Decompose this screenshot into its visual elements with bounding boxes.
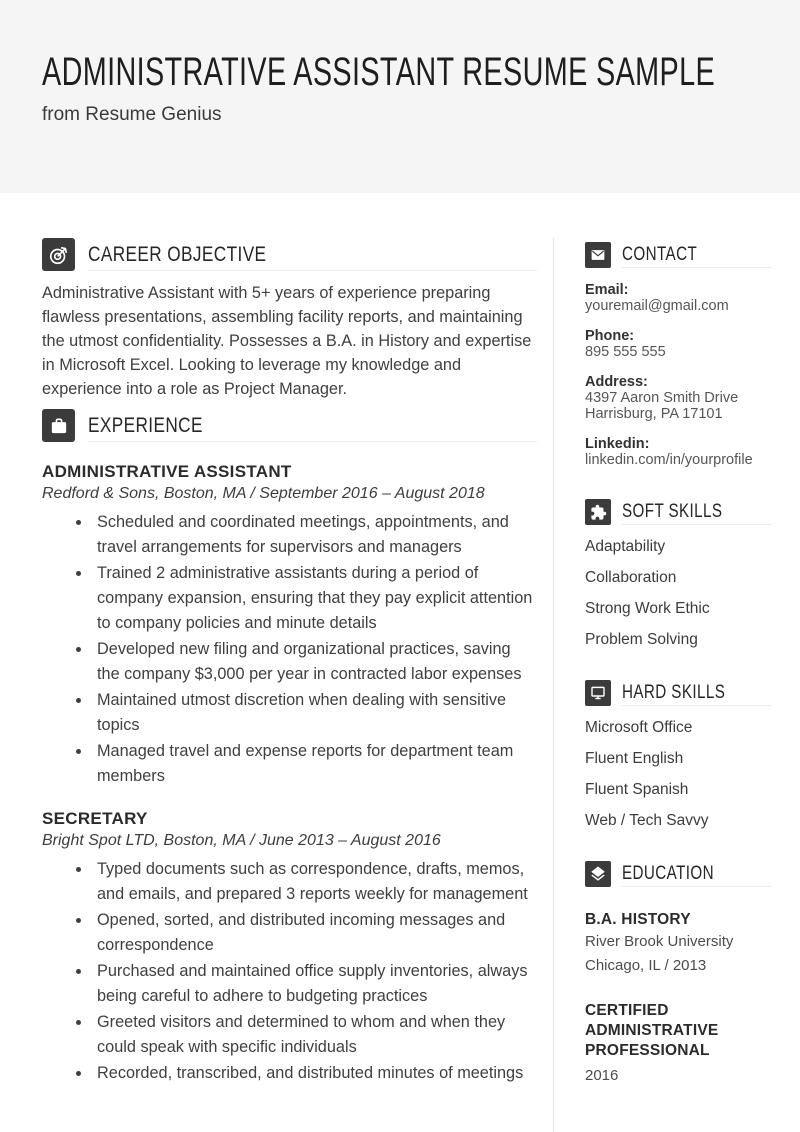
- monitor-icon: [585, 680, 611, 706]
- experience-job: [42, 462, 537, 789]
- contact-value: youremail@gmail.com: [585, 298, 729, 314]
- contact-label: Address:: [585, 374, 648, 390]
- education-title-underline: [622, 861, 772, 887]
- contact-item-email: [585, 282, 772, 314]
- job-company-dates: Bright Spot LTD, Boston, MA / June 2013 – August 2016: [42, 832, 441, 849]
- education-entry: [585, 1001, 772, 1088]
- certification-year: 2016: [585, 1067, 619, 1084]
- page-subtitle: from Resume Genius: [42, 104, 222, 125]
- page-header: [0, 0, 800, 193]
- job-bullet: • Managed travel and expense reports for department team members: [92, 739, 537, 789]
- contact-title: CONTACT: [622, 243, 698, 265]
- soft-skills-title-underline: [622, 499, 772, 525]
- experience-header: [42, 409, 537, 442]
- job-title: ADMINISTRATIVE ASSISTANT: [42, 462, 292, 481]
- skill-item: Problem Solving: [585, 631, 698, 648]
- contact-label: Phone:: [585, 328, 635, 344]
- contact-value: linkedin.com/in/yourprofile: [585, 452, 753, 468]
- job-bullet: • Developed new filing and organizational practices, saving the company $3,000 per year in contracted labor expenses: [92, 637, 537, 687]
- education-entry: [585, 910, 772, 978]
- soft-skills-header: [585, 499, 772, 525]
- resume-body: [0, 238, 800, 1132]
- sidebar-column: [553, 238, 800, 1132]
- puzzle-icon: [585, 499, 611, 525]
- job-bullet: • Purchased and maintained office supply inventories, always being careful to adhere to budgeting practices: [92, 959, 537, 1009]
- job-bullet: • Greeted visitors and determined to whom and when they could speak with specific individuals: [92, 1010, 537, 1060]
- soft-skills-title: SOFT SKILLS: [622, 500, 723, 522]
- career-objective-title: CAREER OBJECTIVE: [88, 241, 267, 266]
- job-bullet-list: [42, 510, 537, 789]
- contact-item-address: [585, 374, 772, 422]
- certification-title: CERTIFIED ADMINISTRATIVE PROFESSIONAL: [585, 1002, 719, 1059]
- career-objective-text: Administrative Assistant with 5+ years of experience preparing flawless presentations, assembling facility reports, and maintaining the utmost confidentiality. Possesses a B.A. in History and expertise in Microsoft Excel. Looking to leverage my knowledge and experience into a role as Project Manager.: [42, 284, 532, 398]
- career-objective-title-underline: [88, 238, 537, 271]
- briefcase-icon: [42, 409, 75, 442]
- skill-item: Strong Work Ethic: [585, 600, 710, 617]
- skill-item: Fluent Spanish: [585, 781, 689, 798]
- hard-skills-header: [585, 680, 772, 706]
- contact-item-phone: [585, 328, 772, 360]
- degree-school: River Brook University: [585, 933, 734, 950]
- hard-skills-list: [585, 718, 772, 830]
- experience-job: [42, 809, 537, 1086]
- hard-skills-title: HARD SKILLS: [622, 681, 726, 703]
- skill-item: Microsoft Office: [585, 719, 693, 736]
- contact-header: [585, 242, 772, 268]
- job-bullet: • Opened, sorted, and distributed incoming messages and correspondence: [92, 908, 537, 958]
- skill-item: Web / Tech Savvy: [585, 812, 709, 829]
- job-bullet-list: [42, 857, 537, 1086]
- hard-skills-title-underline: [622, 680, 772, 706]
- degree-title: B.A. HISTORY: [585, 911, 691, 928]
- skill-item: Adaptability: [585, 538, 666, 555]
- career-objective-header: [42, 238, 537, 271]
- soft-skills-list: [585, 537, 772, 649]
- education-title: EDUCATION: [622, 862, 714, 884]
- experience-title: EXPERIENCE: [88, 412, 203, 437]
- contact-item-linkedin: [585, 436, 772, 468]
- job-bullet: • Recorded, transcribed, and distributed minutes of meetings: [92, 1061, 537, 1086]
- envelope-icon: [585, 242, 611, 268]
- skill-item: Fluent English: [585, 750, 684, 767]
- degree-location-year: Chicago, IL / 2013: [585, 957, 707, 974]
- job-title: SECRETARY: [42, 809, 148, 828]
- skill-item: Collaboration: [585, 569, 677, 586]
- contact-title-underline: [622, 242, 772, 268]
- job-bullet: • Maintained utmost discretion when dealing with sensitive topics: [92, 688, 537, 738]
- education-header: [585, 861, 772, 887]
- main-column: [42, 238, 553, 1132]
- experience-title-underline: [88, 409, 537, 442]
- graduation-cap-icon: [585, 861, 611, 887]
- job-bullet: • Trained 2 administrative assistants during a period of company expansion, ensuring that they pay explicit attention to company policies and minute details: [92, 561, 537, 636]
- contact-label: Linkedin:: [585, 436, 650, 452]
- job-company-dates: Redford & Sons, Boston, MA / September 2016 – August 2018: [42, 485, 485, 502]
- job-bullet: • Typed documents such as correspondence, drafts, memos, and emails, and prepared 3 reports weekly for management: [92, 857, 537, 907]
- page-title: ADMINISTRATIVE ASSISTANT RESUME SAMPLE: [42, 50, 716, 94]
- job-bullet: • Scheduled and coordinated meetings, appointments, and travel arrangements for supervisors and managers: [92, 510, 537, 560]
- contact-value: 4397 Aaron Smith Drive: [585, 390, 739, 406]
- contact-value: 895 555 555: [585, 344, 666, 360]
- target-icon: [42, 238, 75, 271]
- contact-label: Email:: [585, 282, 629, 298]
- contact-value: Harrisburg, PA 17101: [585, 406, 723, 422]
